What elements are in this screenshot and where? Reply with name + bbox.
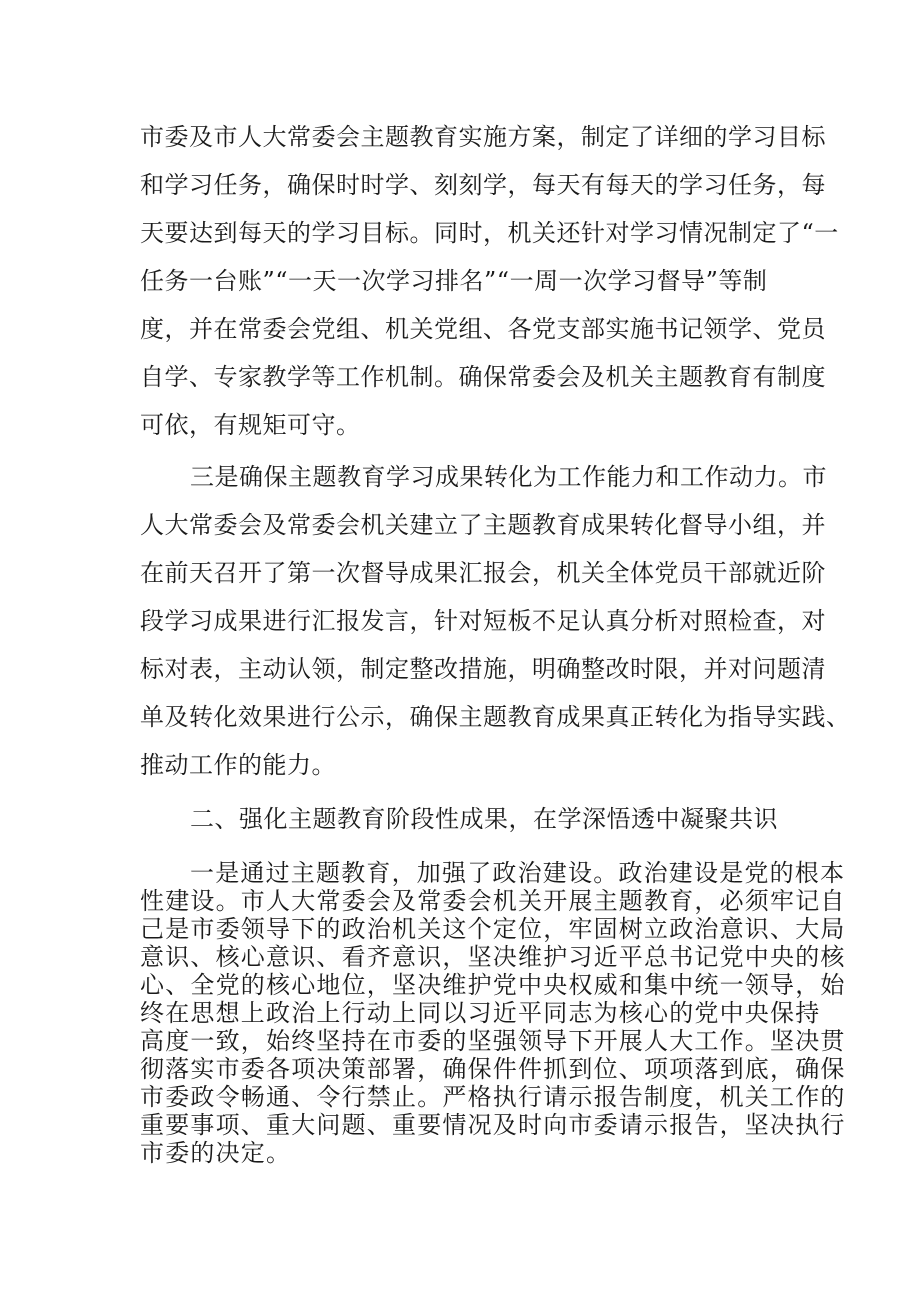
paragraph-2-line-7: 推动工作的能力。 — [140, 751, 336, 779]
paragraph-1-line-3: 天要达到每天的学习目标。同时，机关还针对学习情况制定了“一 — [140, 219, 839, 247]
paragraph-1-line-2: 和学习任务，确保时时学、刻刻学，每天有每天的学习任务，每 — [140, 171, 826, 199]
paragraph-3-line-8: 彻落实市委各项决策部署，确保件件抓到位、项项落到底，确保 — [140, 1055, 846, 1083]
paragraph-1-line-1: 市委及市人大常委会主题教育实施方案，制定了详细的学习目标 — [140, 123, 826, 151]
paragraph-3-line-9: 市委政令畅通、令行禁止。严格执行请示报告制度，机关工作的 — [140, 1083, 846, 1111]
paragraph-3-line-10: 重要事项、重大问题、重要情况及时向市委请示报告，坚决执行 — [140, 1111, 846, 1139]
paragraph-1-line-5: 度，并在常委会党组、机关党组、各党支部实施书记领学、党员 — [140, 315, 826, 343]
paragraph-2-line-4: 段学习成果进行汇报发言，针对短板不足认真分析对照检查，对 — [140, 607, 826, 635]
paragraph-1-line-6: 自学、专家教学等工作机制。确保常委会及机关主题教育有制度 — [140, 363, 826, 391]
section-heading: 二、强化主题教育阶段性成果，在学深悟透中凝聚共识 — [190, 805, 778, 833]
paragraph-2-line-6: 单及转化效果进行公示，确保主题教育成果真正转化为指导实践、 — [140, 703, 851, 731]
paragraph-3-line-5: 心、全党的核心地位，坚决维护党中央权威和集中统一领导，始 — [140, 971, 846, 999]
paragraph-3-line-1: 一是通过主题教育，加强了政治建设。政治建设是党的根本 — [190, 859, 846, 887]
paragraph-3-line-6: 终在思想上政治上行动上同以习近平同志为核心的党中央保持 — [140, 999, 821, 1027]
paragraph-2-line-3: 在前天召开了第一次督导成果汇报会，机关全体党员干部就近阶 — [140, 559, 826, 587]
paragraph-3-line-11: 市委的决定。 — [140, 1139, 292, 1167]
paragraph-2-line-2: 人大常委会及常委会机关建立了主题教育成果转化督导小组，并 — [140, 511, 826, 539]
paragraph-3-line-3: 己是市委领导下的政治机关这个定位，牢固树立政治意识、大局 — [140, 915, 846, 943]
paragraph-3-line-7: 高度一致，始终坚持在市委的坚强领导下开展人大工作。坚决贯 — [140, 1027, 846, 1055]
paragraph-1-line-7: 可依，有规矩可守。 — [140, 411, 361, 439]
paragraph-2-line-5: 标对表，主动认领，制定整改措施，明确整改时限，并对问题清 — [140, 655, 826, 683]
paragraph-3-line-4: 意识、核心意识、看齐意识，坚决维护习近平总书记党中央的核 — [140, 943, 846, 971]
paragraph-2-line-1: 三是确保主题教育学习成果转化为工作能力和工作动力。市 — [190, 463, 827, 491]
paragraph-1-line-4: 任务一台账”“一天一次学习排名”“一周一次学习督导”等制 — [140, 267, 768, 295]
paragraph-3-line-2: 性建设。市人大常委会及常委会机关开展主题教育，必须牢记自 — [140, 887, 846, 915]
